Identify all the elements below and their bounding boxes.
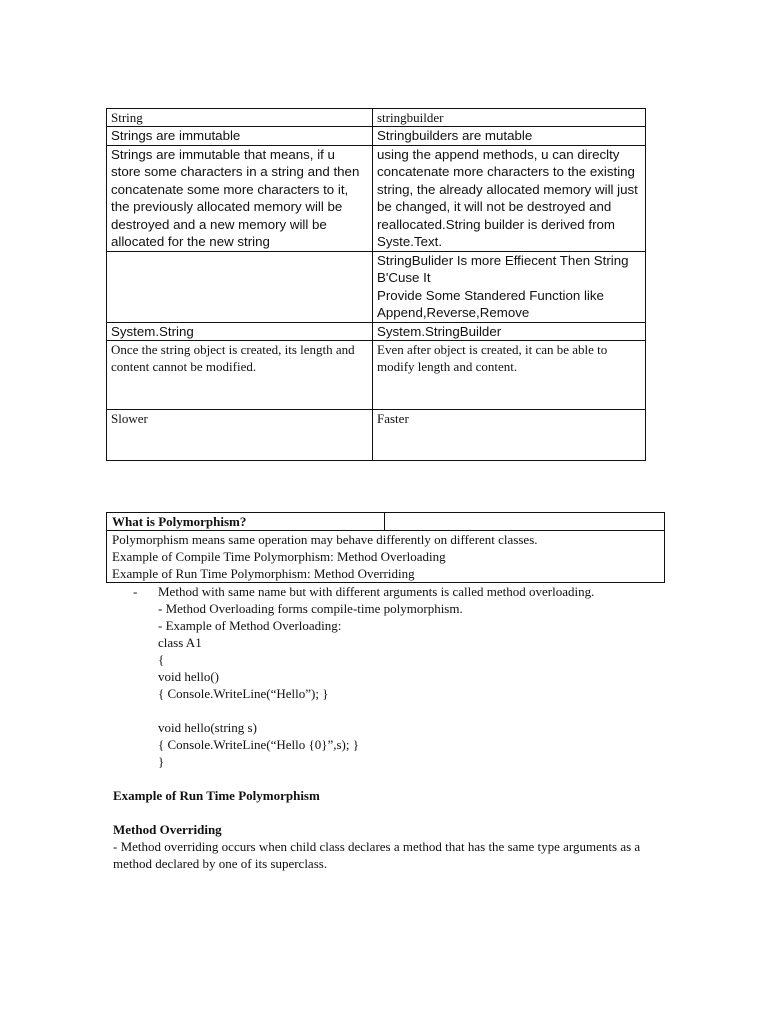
polymorphism-title-empty-cell: [385, 513, 665, 531]
code-line: void hello(string s): [158, 720, 257, 735]
string-cell: [107, 251, 373, 322]
code-line: void hello(): [158, 669, 220, 684]
polymorphism-definition: Polymorphism means same operation may behave differently on different classes.: [112, 532, 538, 547]
polymorphism-definition-row: [107, 531, 665, 583]
overloading-bullet: [113, 583, 673, 770]
comparison-row: [107, 341, 646, 410]
overriding-definition: - Method overriding occurs when child class declares a method that has the same type arguments as a method declared by one of its superclass.: [113, 839, 641, 871]
code-line: class A1: [158, 635, 202, 650]
overloading-definition: Method with same name but with different arguments is called method overloading.: [158, 584, 595, 599]
code-line: { Console.WriteLine(“Hello {0}”,s); }: [158, 737, 359, 752]
code-line: { Console.WriteLine(“Hello”); }: [158, 686, 329, 701]
stringbuilder-cell: System.StringBuilder: [373, 322, 646, 341]
stringbuilder-cell: StringBulider Is more Effiecent Then String B'Cuse It Provide Some Standered Function like Append,Reverse,Remove: [373, 251, 646, 322]
stringbuilder-cell: Even after object is created, it can be able to modify length and content.: [373, 341, 646, 410]
comparison-row: [107, 145, 646, 251]
compile-time-example: Example of Compile Time Polymorphism: Method Overloading: [112, 549, 446, 564]
comparison-row: [107, 251, 646, 322]
comparison-row: [107, 410, 646, 461]
polymorphism-title-row: [107, 513, 665, 531]
stringbuilder-cell: using the append methods, u can direclty concatenate more characters to the existing string, the already allocated memory will just be changed, it will not be destroyed and reallocated.String builder is derived from Syste.Text.: [373, 145, 646, 251]
comparison-row: [107, 109, 646, 127]
run-time-example: Example of Run Time Polymorphism: Method Overriding: [112, 566, 415, 581]
code-line: {: [158, 652, 165, 667]
bullet-content: [158, 583, 673, 770]
string-cell: Once the string object is created, its length and content cannot be modified.: [107, 341, 373, 410]
string-cell: Strings are immutable that means, if u store some characters in a string and then concatenate some more characters to it, the previously allocated memory will be destroyed and a new memory will be allocated for the new string: [107, 145, 373, 251]
comparison-row: [107, 322, 646, 341]
stringbuilder-cell: Stringbuilders are mutable: [373, 127, 646, 146]
stringbuilder-cell: stringbuilder: [373, 109, 646, 127]
polymorphism-definition-cell: [107, 531, 665, 583]
string-cell: String: [107, 109, 373, 127]
body-text: [113, 583, 673, 872]
code-line: }: [158, 754, 165, 769]
stringbuilder-cell: Faster: [373, 410, 646, 461]
polymorphism-table: [106, 512, 665, 583]
string-cell: System.String: [107, 322, 373, 341]
overloading-example-label: - Example of Method Overloading:: [158, 618, 342, 633]
string-cell: Slower: [107, 410, 373, 461]
overriding-heading: Method Overriding: [113, 822, 222, 837]
polymorphism-title: What is Polymorphism?: [107, 513, 385, 531]
runtime-heading: Example of Run Time Polymorphism: [113, 788, 320, 803]
string-cell: Strings are immutable: [107, 127, 373, 146]
bullet-mark: -: [133, 584, 138, 599]
string-vs-stringbuilder-table: [106, 108, 646, 461]
overloading-note: - Method Overloading forms compile-time polymorphism.: [158, 601, 463, 616]
comparison-row: [107, 127, 646, 146]
